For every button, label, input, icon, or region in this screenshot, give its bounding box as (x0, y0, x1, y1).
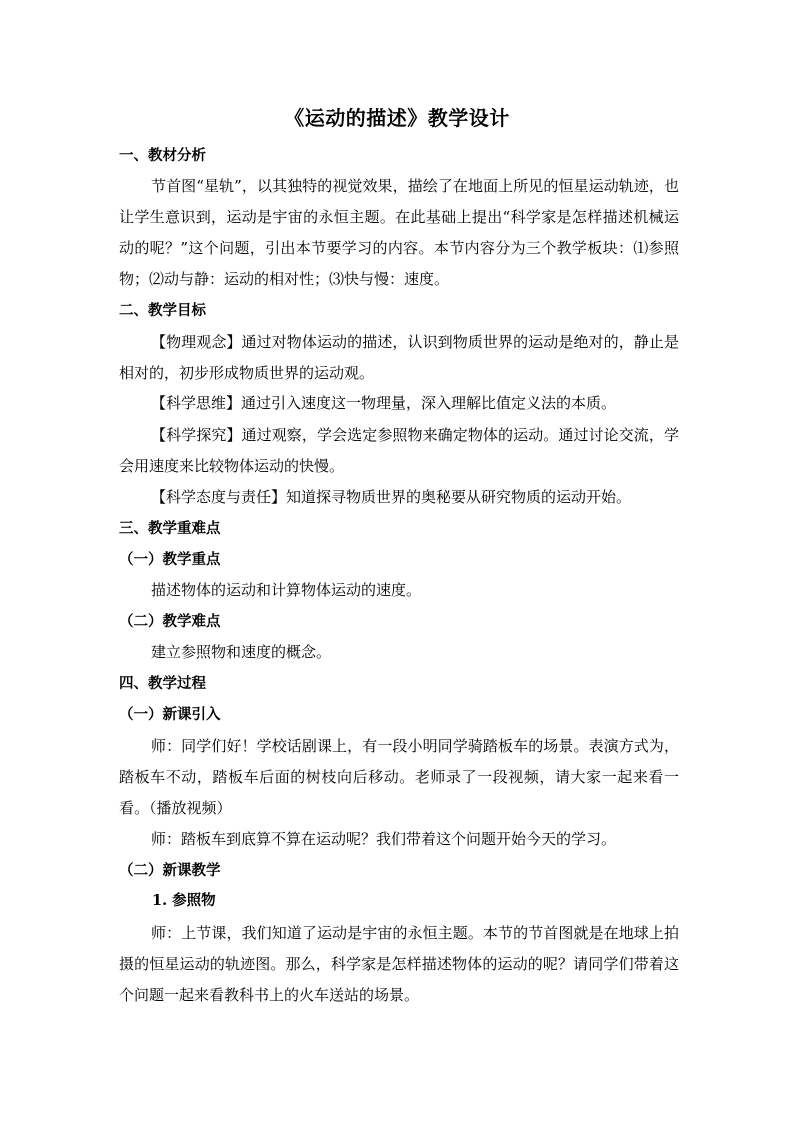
label-tag: 【科学探究】 (151, 426, 242, 444)
paragraph: 师：踏板车到底算不算在运动呢？我们带着这个问题开始今天的学习。 (151, 830, 617, 848)
section-heading-4: 四、教学过程 (119, 675, 206, 692)
paragraph: 师：上节课，我们知道了运动是宇宙的永恒主题。本节的节首图就是在地球上拍摄的恒星运动的轨迹图。那么，科学家是怎样描述物体的运动的呢？请同学们带着这个问题一起来看教科书上的火车送站的场景。 (119, 924, 679, 1004)
paragraph (119, 327, 679, 389)
paragraph-text: 通过观察，学会选定参照物来确定物体的运动。通过讨论交流，学会用速度来比较物体运动的快慢。 (119, 426, 679, 475)
section-heading-3: 三、教学重难点 (119, 520, 221, 537)
paragraph-text: 通过对物体运动的描述，认识到物质世界的运动是绝对的，静止是相对的，初步形成物质世界的运动观。 (119, 333, 679, 382)
label-tag: 【科学态度与责任】 (151, 488, 287, 506)
paragraph (119, 420, 679, 482)
document-title: 《运动的描述》教学设计 (284, 106, 510, 130)
paragraph-text: 知道探寻物质世界的奥秘要从研究物质的运动开始。 (286, 488, 632, 506)
list-item-heading: 1. 参照物 (152, 892, 216, 909)
label-tag: 【物理观念】 (151, 333, 242, 351)
paragraph-text: 通过引入速度这一物理量，深入理解比值定义法的本质。 (241, 394, 617, 412)
subsection-heading: （二）新课教学 (119, 862, 221, 879)
paragraph: 建立参照物和速度的概念。 (151, 643, 332, 661)
paragraph (119, 482, 679, 513)
paragraph: 节首图“星轨”，以其独特的视觉效果，描绘了在地面上所见的恒星运动轨迹，也让学生意识到，运动是宇宙的永恒主题。在此基础上提出“科学家是怎样描述机械运动的呢？”这个问题，引出本节要学习的内容。本节内容分为三个教学板块：⑴参照物；⑵动与静：运动的相对性；⑶快与慢：速度。 (119, 177, 679, 288)
subsection-heading: （一）教学重点 (119, 551, 221, 568)
label-tag: 【科学思维】 (151, 394, 242, 412)
subsection-heading: （一）新课引入 (119, 706, 221, 723)
section-heading-1: 一、教材分析 (119, 147, 206, 164)
paragraph: 描述物体的运动和计算物体运动的速度。 (151, 581, 422, 599)
section-heading-2: 二、教学目标 (119, 302, 206, 319)
paragraph (119, 388, 679, 419)
subsection-heading: （二）教学难点 (119, 613, 221, 630)
paragraph: 师：同学们好！学校话剧课上，有一段小明同学骑踏板车的场景。表演方式为，踏板车不动，踏板车后面的树枝向后移动。老师录了一段视频，请大家一起来看一看。（播放视频） (119, 737, 679, 817)
